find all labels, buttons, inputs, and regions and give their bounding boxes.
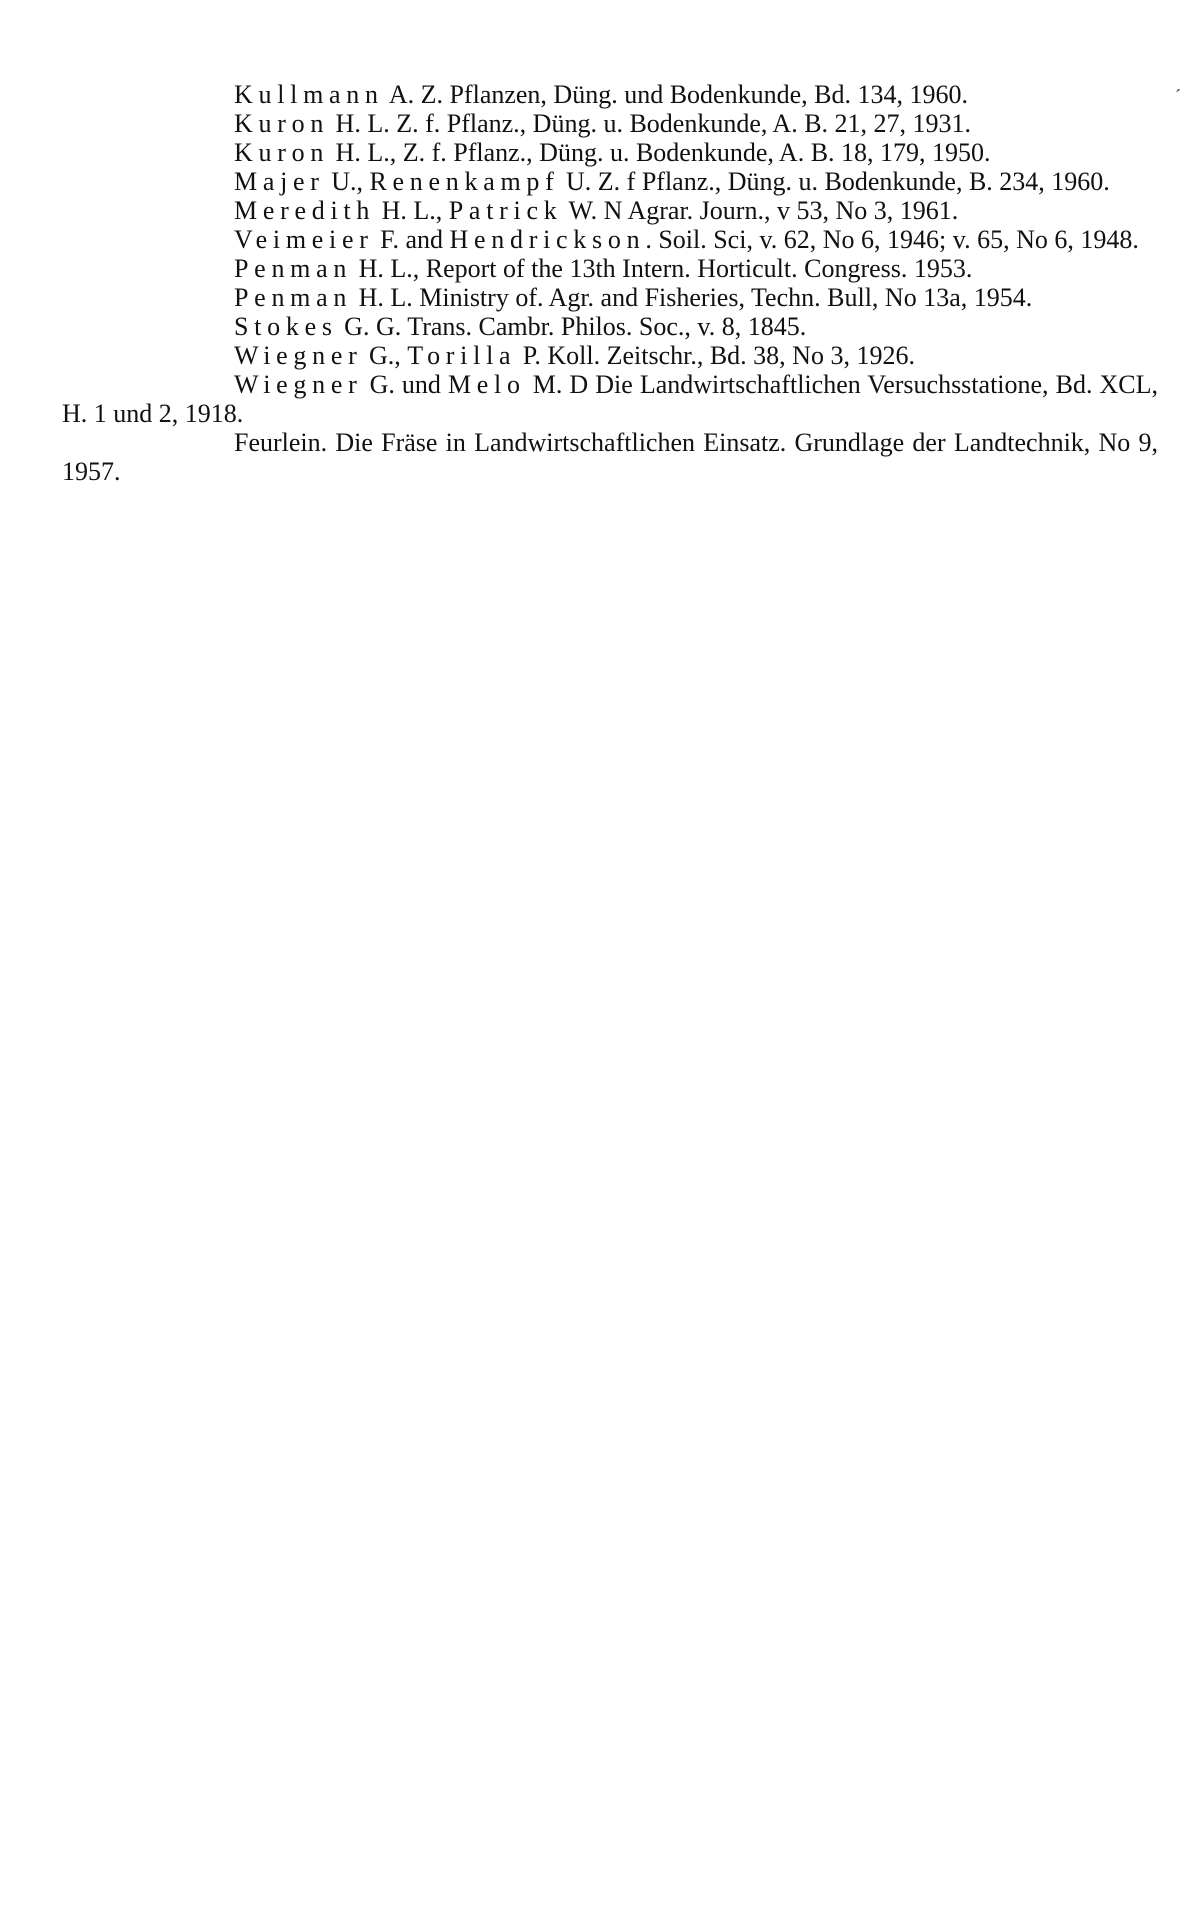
entry-author: Stokes — [234, 312, 338, 341]
bibliography-entry — [62, 138, 1158, 167]
bibliography-entry — [62, 80, 1158, 109]
bibliography-entry — [62, 109, 1158, 138]
entry-text: H. L. Ministry of. Agr. and Fisheries, Techn. Bull, No 13a, 1954. — [352, 283, 1033, 312]
entry-text: A. Z. Pflanzen, Düng. und Bodenkunde, Bd. 134, 1960. — [383, 80, 968, 109]
entry-text: H. L. Z. f. Pflanz., Düng. u. Bodenkunde, A. B. 21, 27, 1931. — [329, 109, 972, 138]
entry-text: Feurlein. Die Fräse in Landwirtschaftlichen Einsatz. Grundlage der Landtechnik, No 9, 1957. — [62, 428, 1158, 486]
bibliography-entry — [62, 196, 1158, 225]
bibliography-entry — [62, 283, 1158, 312]
entry-text-continued: U. Z. f Pflanz., Düng. u. Bodenkunde, B. 234, 1960. — [559, 167, 1110, 196]
entry-author: Kullmann — [234, 80, 384, 109]
entry-author: Meredith — [234, 196, 376, 225]
entry-text: H. L., Z. f. Pflanz., Düng. u. Bodenkunde, A. B. 18, 179, 1950. — [329, 138, 991, 167]
entry-text-continued: W. N Agrar. Journ., v 53, No 3, 1961. — [562, 196, 959, 225]
entry-author: Majer — [234, 167, 325, 196]
entry-author: Kuron — [234, 109, 330, 138]
bibliography-entry — [62, 167, 1158, 196]
entry-text-continued: . Soil. Sci, v. 62, No 6, 1946; v. 65, No 6, 1948. — [645, 225, 1139, 254]
entry-author: Veimeier — [234, 225, 374, 254]
entry-text: G., — [362, 341, 408, 370]
entry-author: Wiegner — [234, 341, 363, 370]
reference-page — [62, 80, 1158, 486]
entry-author: Penman — [234, 283, 353, 312]
scan-mark: ´ — [1175, 86, 1181, 106]
entry-text: H. L., — [375, 196, 449, 225]
entry-text-continued: P. Koll. Zeitschr., Bd. 38, No 3, 1926. — [516, 341, 915, 370]
entry-text: H. L., Report of the 13th Intern. Horticult. Congress. 1953. — [352, 254, 973, 283]
entry-author: Penman — [234, 254, 353, 283]
entry-text: F. and — [373, 225, 450, 254]
bibliography-entry — [62, 312, 1158, 341]
bibliography-list — [62, 80, 1158, 486]
entry-text: U., — [324, 167, 370, 196]
bibliography-entry — [62, 428, 1158, 486]
bibliography-entry — [62, 225, 1158, 254]
bibliography-entry — [62, 254, 1158, 283]
bibliography-entry — [62, 370, 1158, 428]
entry-text: G. G. Trans. Cambr. Philos. Soc., v. 8, 1845. — [337, 312, 807, 341]
entry-coauthor: Torilla — [407, 341, 517, 370]
entry-author: Kuron — [234, 138, 330, 167]
entry-coauthor: Hendrickson — [449, 225, 646, 254]
bibliography-entry — [62, 341, 1158, 370]
entry-coauthor: Melo — [447, 370, 526, 399]
entry-text: G. und — [362, 370, 448, 399]
entry-author: Wiegner — [234, 370, 363, 399]
entry-text-continued: M. D Die Landwirtschaftlichen Versuchsstatione, Bd. XCL, H. 1 und 2, 1918. — [62, 370, 1158, 428]
entry-coauthor: Renenkampf — [369, 167, 560, 196]
entry-coauthor: Patrick — [448, 196, 563, 225]
